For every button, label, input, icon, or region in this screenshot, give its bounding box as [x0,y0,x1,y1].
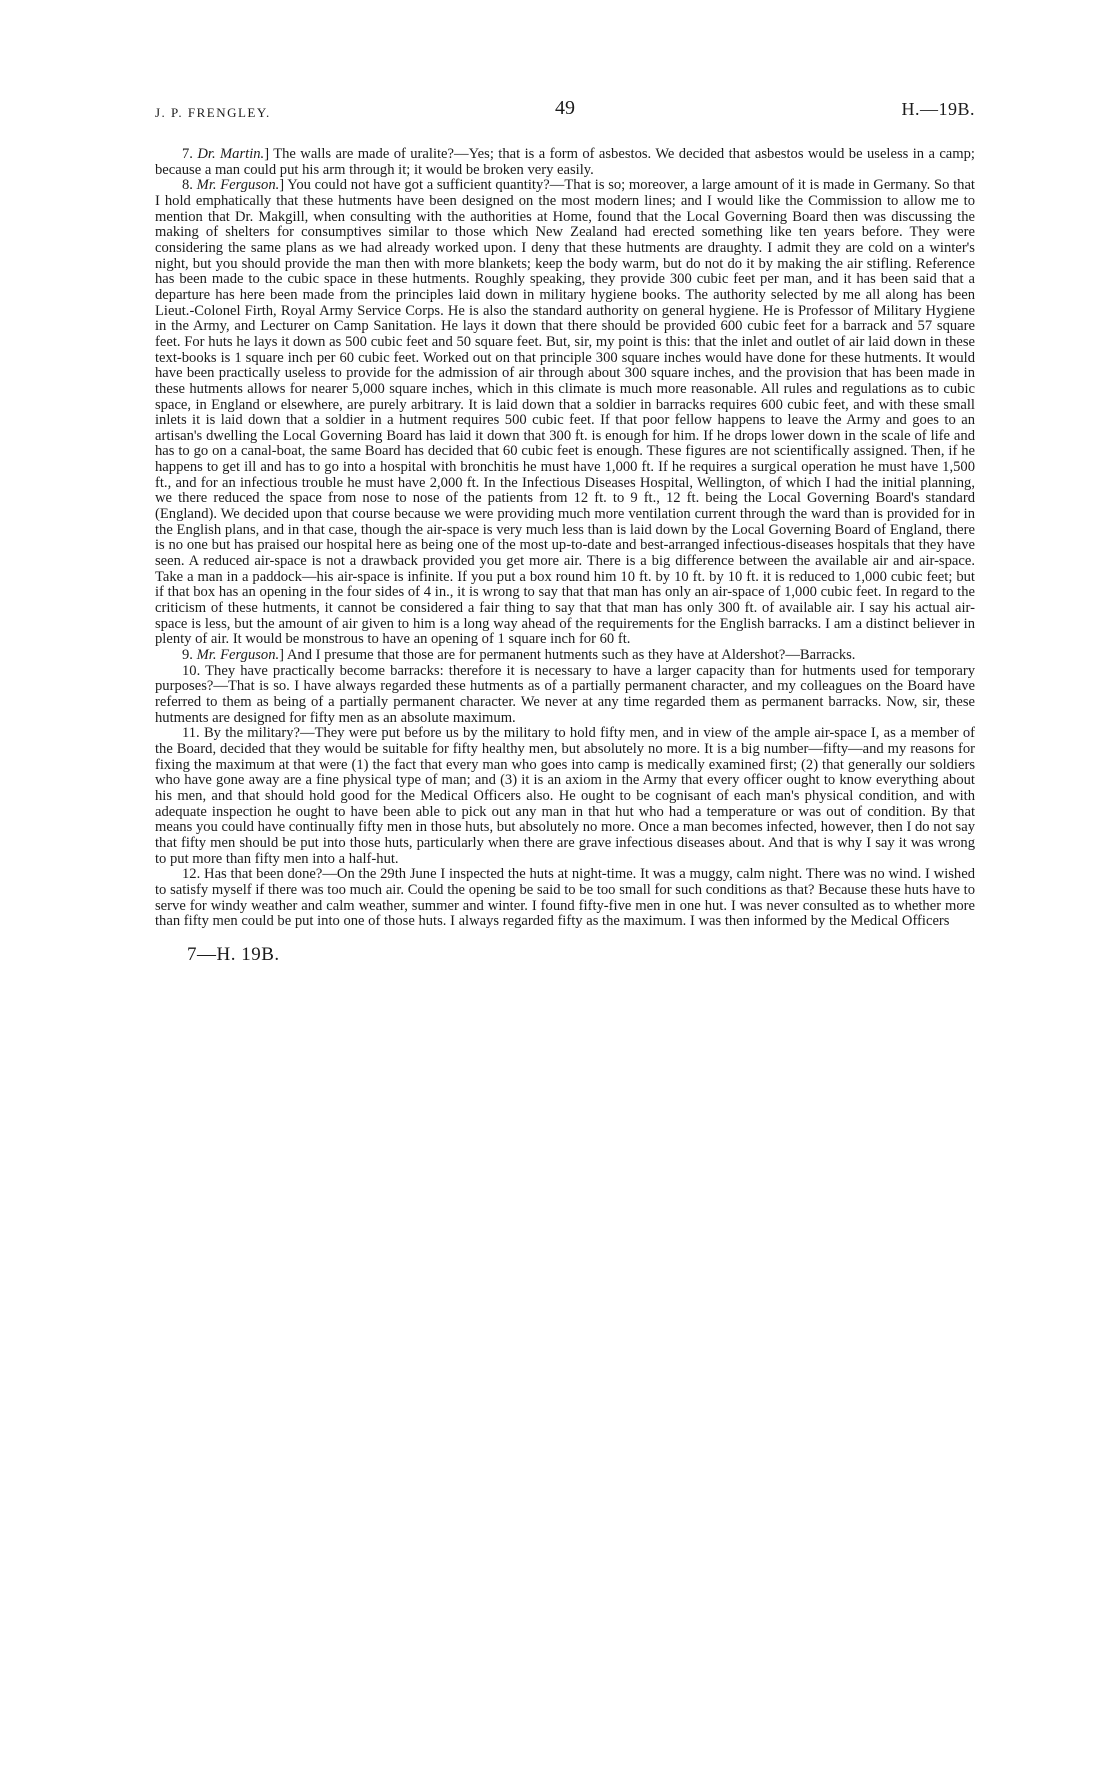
printer-signature: 7—H. 19B. [187,943,280,965]
question-number: 11. [182,725,200,742]
paragraph-text: ] And I presume that those are for permanent hutments such as they have at Aldershot?—Barracks. [279,647,856,663]
testimony-paragraph [155,147,975,178]
paragraph-text: ] The walls are made of uralite?—Yes; that is a form of asbestos. We decided that asbestos would be useless in a camp; because a man could put his arm through it; it would be broken very easily. [155,146,975,178]
question-number: 12. [182,866,201,883]
paragraph-text: Has that been done?—On the 29th June I inspected the huts at night-time. It was a muggy, calm night. There was no wind. I wished to satisfy myself if there was too much air. Could the opening be said to be too small for such conditions as that? Because these huts have to serve for windy weather and calm weather, summer and winter. I found fifty-five men in one hut. I was never consulted as to whether more than fifty men could be put into one of those huts. I always regarded fifty as the maximum. I was then informed by the Medical Officers [155,866,975,930]
speaker-name: Mr. Ferguson. [196,177,280,194]
question-number: 10. [182,662,201,679]
testimony-paragraph [155,664,975,727]
question-number: 7. [182,146,193,162]
speaker-name: Mr. Ferguson. [196,647,280,663]
testimony-paragraph [155,726,975,867]
question-number: 9. [182,647,193,663]
paragraph-text: By the military?—They were put before us by the military to hold fifty men, and in view of the ample air-space I, as a member of the Board, decided that they would be suitable for fifty healthy men, but absolutely no more. It is a big number—fifty—and my reasons for fixing the maximum at that were (1) the fact that every man who goes into camp is medically examined first; (2) that generally our soldiers who have gone away are a fine physical type of man; and (3) it is an axiom in the Army that every officer ought to know everything about his men, and that should hold good for the Medical Officers also. He ought to be cognisant of each man's physical condition, and with adequate inspection he ought to have been able to pick out any man in that hut who had a temperature or was out of condition. By that means you could have continually fifty men in those huts, but absolutely no more. Once a man becomes infected, however, then I do not say that fifty men should be put into those huts, particularly when there are grave infectious diseases about. And that is why I say it was wrong to put more than fifty men into a half-hut. [155,725,975,867]
testimony-body [155,147,975,930]
page-header [155,97,975,137]
question-number: 8. [182,177,193,194]
page-number: 49 [555,97,575,119]
testimony-paragraph [155,178,975,648]
testimony-paragraph [155,648,975,664]
paragraph-text: They have practically become barracks: therefore it is necessary to have a larger capacity than for hutments used for temporary purposes?—That is so. I have always regarded these hutments as of a partially permanent character, and my colleagues on the Board have referred to them as being of a partially permanent character. We never at any time regarded them as permanent barracks. Now, sir, these hutments are designed for fifty men as an absolute maximum. [155,662,975,726]
document-page [155,97,975,966]
paragraph-text: ] You could not have got a sufficient quantity?—That is so; moreover, a large amount of it is made in Germany. So that I hold emphatically that these hutments have been designed on the most modern lines; and I would like the Commission to allow me to mention that Dr. Makgill, when consulting with the authorities at Home, found that the Local Governing Board then was discussing the making of shelters for consumptives similar to those which New Zealand had erected something like ten years before. They were considering the same plans as we had already worked upon. I deny that these hutments are draughty. I admit they are cold on a winter's night, but you should provide the man then with more blankets; keep the body warm, but do not do it by making the air stifling. Reference has been made to the cubic space in these hutments. Roughly speaking, they provide 300 cubic feet per man, and it has been said that a departure has here been made from the principles laid down in military hygiene books. The authority selected by me all along has been Lieut.-Colonel Firth, Royal Army Service Corps. He is also the standard authority on general hygiene. He is Professor of Military Hygiene in the Army, and Lecturer on Camp Sanitation. He lays it down that there should be provided 600 cubic feet for a barrack and 57 square feet. For huts he lays it down as 500 cubic feet and 50 square feet. But, sir, my point is this: that the inlet and outlet of air laid down in these text-books is 1 square inch per 60 cubic feet. Worked out on that principle 300 square inches would have done for these hutments. It would have been practically useless to provide for the admission of air through about 300 square inches, and the provision that has been made in these hutments allows for nearer 5,000 square inches, which in this climate is much more reasonable. All rules and regulations as to cubic space, in England or elsewhere, are purely arbitrary. It is laid down that a soldier in barracks requires 600 cubic feet, and with these small inlets it is laid down that a soldier in a hutment requires 500 cubic feet. If that poor fellow happens to leave the Army and goes to an artisan's dwelling the Local Governing Board has laid it down that 300 ft. is enough for him. If he drops lower down in the scale of life and has to go on a canal-boat, the same Board has decided that 60 cubic feet is enough. These figures are not scientifically assigned. Then, if he happens to get ill and has to go into a hospital with bronchitis he must have 1,000 ft. If he requires a surgical operation he must have 1,500 ft., and for an infectious trouble he must have 2,000 ft. In the Infectious Diseases Hospital, Wellington, of which I had the initial planning, we there reduced the space from nose to nose of the patients from 12 ft. to 9 ft., 12 ft. being the Local Governing Board's standard (England). We decided upon that course because we were providing much more ventilation current through the ward than is provided for in the English plans, and in that case, though the air-space is very much less than is laid down by the Local Governing Board of England, there is no one but has praised our hospital here as being one of the most up-to-date and best-arranged infectious-diseases hospitals that they have seen. A reduced air-space is not a drawback provided you get more air. There is a big difference between the available air and air-space. Take a man in a paddock—his air-space is infinite. If you put a box round him 10 ft. by 10 ft. by 10 ft. it is reduced to 1,000 cubic feet; but if that box has an opening in the four sides of 4 in., it is wrong to say that that man has only an air-space of 1,000 cubic feet. In regard to the criticism of these hutments, it cannot be considered a fair thing to say that that man has only 300 ft. of available air. I say his actual air-space is less, but the amount of air given to him is a long way ahead of the requirements for the English barracks. I am a distinct believer in plenty of air. It would be monstrous to have an opening of 1 square inch for 60 ft. [155,177,975,648]
speaker-name: Dr. Martin. [197,146,265,162]
running-head-author: J. P. FRENGLEY. [155,105,271,120]
document-reference: H.—19B. [901,99,975,119]
testimony-paragraph [155,867,975,930]
